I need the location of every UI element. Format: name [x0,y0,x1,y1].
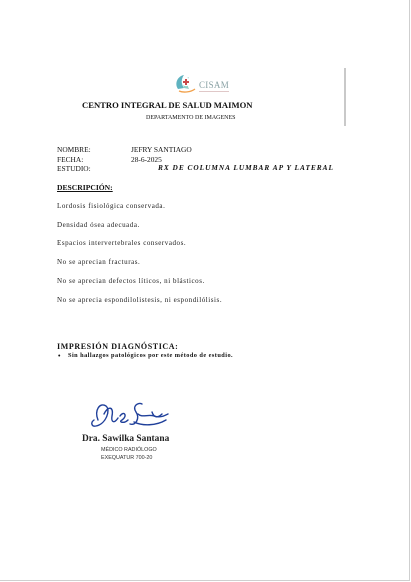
date-label: FECHA: [57,155,84,164]
department-name: DEPARTAMENTO DE IMAGENES [146,115,236,121]
doctor-title: MÉDICO RADIÓLOGO [101,447,157,453]
logo-text: CISAM [199,80,230,90]
bullet-icon: • [58,352,61,360]
finding-line: No se aprecian fracturas. [57,258,141,266]
doctor-exequatur: EXEQUATUR 700-20 [101,455,153,461]
patient-name-label: NOMBRE: [57,145,91,154]
clinic-name: CENTRO INTEGRAL DE SALUD MAIMON [82,100,253,110]
finding-line: No se aprecian defectos líticos, ni blásticos. [57,277,205,285]
finding-line: No se aprecia espondilolistesis, ni espondilólisis. [57,296,223,304]
page-edge-line [344,68,346,126]
finding-line: Espacios intervertebrales conservados. [57,239,187,247]
handwritten-signature [84,392,174,437]
finding-line: Lordosis fisiológica conservada. [57,202,166,210]
study-value: RX DE COLUMNA LUMBAR AP Y LATERAL [158,163,334,172]
description-heading: DESCRIPCIÓN: [57,183,113,192]
patient-name-value: JEFRY SANTIAGO [131,145,192,154]
logo-underline [199,91,229,92]
impression-text: Sin hallazgos patológicos por este método de estudio. [68,352,234,359]
study-label: ESTUDIO: [57,164,91,173]
impression-item [58,352,234,360]
finding-line: Densidad ósea adecuada. [57,221,140,229]
date-value: 28-6-2025 [131,155,162,164]
impression-heading: IMPRESIÓN DIAGNÓSTICA: [57,342,179,351]
doctor-name: Dra. Sawilka Santana [82,434,170,444]
